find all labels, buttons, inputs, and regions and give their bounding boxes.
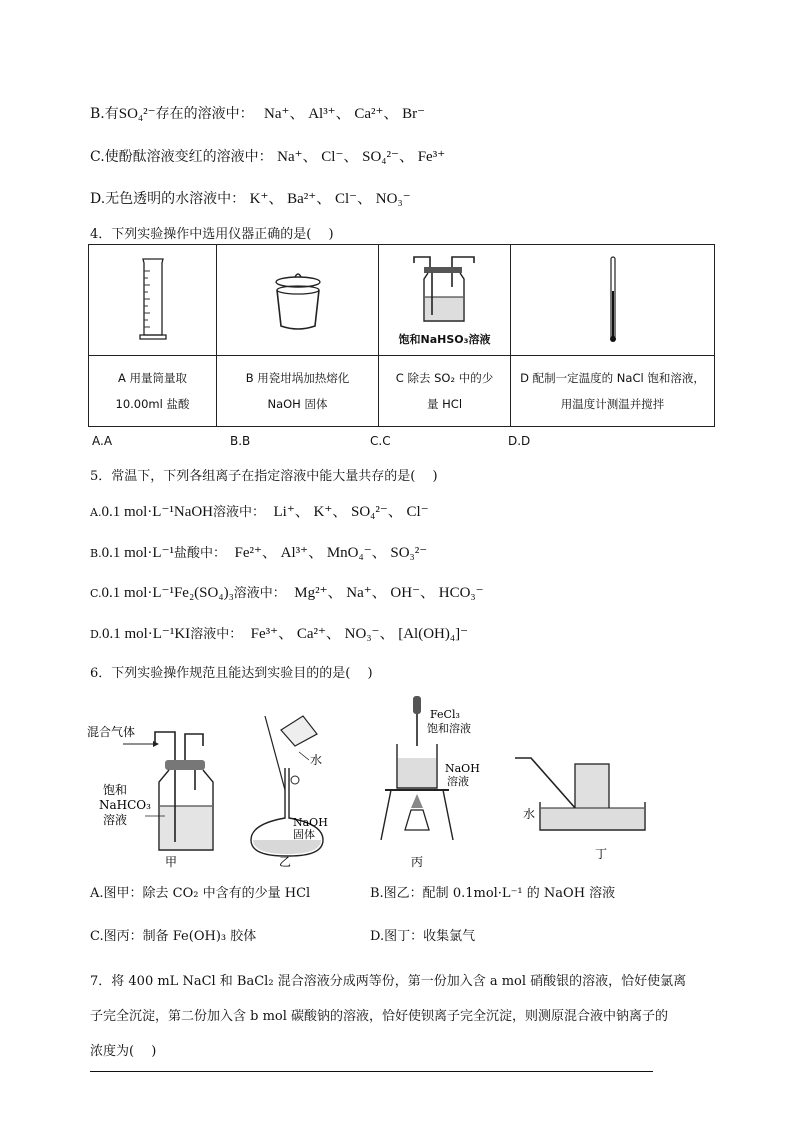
bing-label: 丙 bbox=[411, 855, 424, 869]
q3-c-ions: Na⁺、 Cl⁻、 SO₄²⁻、 Fe³⁺ bbox=[277, 149, 446, 165]
q5-d-suffix: 溶液中： bbox=[190, 627, 243, 642]
q3-b-so4: SO₄²⁻ bbox=[118, 106, 156, 122]
q4-cell-a-text bbox=[89, 356, 217, 427]
q3-b-prefix: B.有 bbox=[90, 106, 119, 122]
q5-option-a bbox=[90, 500, 429, 521]
apparatus-jia bbox=[87, 724, 213, 869]
q4-cell-b-text bbox=[217, 356, 379, 427]
q5-a-label: A. bbox=[90, 506, 102, 519]
q4-c-line1: C 除去 SO₂ 中的少 bbox=[395, 371, 494, 385]
q5-c-label: C. bbox=[90, 587, 102, 600]
bing-sat-label: 饱和溶液 bbox=[427, 722, 471, 735]
q3-b-ions: Na⁺、 Al³⁺、 Ca²⁺、 Br⁻ bbox=[264, 106, 426, 122]
yi-water-label: 水 bbox=[310, 753, 323, 767]
crucible-icon bbox=[268, 258, 328, 338]
q4-option-c: C.C bbox=[370, 434, 391, 448]
jia-label: 甲 bbox=[165, 855, 178, 869]
q5-d-cond: 0.1 mol·L⁻¹KI bbox=[101, 626, 191, 642]
yi-naoh-label-1: NaOH bbox=[293, 816, 328, 829]
graduated-cylinder-icon bbox=[133, 251, 173, 346]
q4-b-line1: B 用瓷坩埚加热熔化 bbox=[245, 371, 350, 385]
q7-line-3: 浓度为( ) bbox=[90, 1044, 157, 1059]
q5-b-suffix: 盐酸中： bbox=[174, 546, 227, 561]
q4-stem: 4．下列实验操作中选用仪器正确的是( ) bbox=[90, 227, 334, 242]
q4-option-a: A.A bbox=[92, 434, 113, 448]
q5-b-label: B. bbox=[90, 547, 102, 560]
q4-cell-c-text bbox=[379, 356, 511, 427]
apparatus-bing bbox=[381, 696, 480, 869]
q4-option-d: D.D bbox=[508, 434, 531, 448]
q5-a-suffix: 溶液中： bbox=[213, 505, 266, 520]
bottom-rule bbox=[90, 1071, 653, 1072]
jia-sol-label-1: 饱和 bbox=[103, 783, 128, 797]
q3-option-c bbox=[90, 145, 445, 166]
q5-b-cond: 0.1 mol·L⁻¹ bbox=[101, 545, 175, 561]
q5-option-d bbox=[90, 622, 468, 643]
q3-d-ions: K⁺、 Ba²⁺、 Cl⁻、 NO₃⁻ bbox=[249, 191, 411, 207]
ding-label: 丁 bbox=[595, 847, 608, 861]
q3-option-d bbox=[90, 187, 411, 208]
q6-apparatus-figure bbox=[85, 690, 665, 870]
q4-cell-d-text bbox=[511, 356, 715, 427]
apparatus-yi bbox=[251, 716, 328, 869]
q3-c-text: C.使酚酞溶液变红的溶液中： bbox=[90, 149, 273, 165]
q4-table bbox=[88, 244, 715, 427]
q5-d-ions: Fe³⁺、 Ca²⁺、 NO₃⁻、 [Al(OH)₄]⁻ bbox=[250, 626, 469, 642]
q4-a-line2: 10.00ml 盐酸 bbox=[115, 397, 190, 411]
q4-cell-d-image bbox=[511, 245, 715, 356]
q6-stem: 6．下列实验操作规范且能达到实验目的的是( ) bbox=[90, 666, 373, 681]
apparatus-ding bbox=[515, 758, 645, 861]
q6-option-b: B.图乙：配制 0.1mol·L⁻¹ 的 NaOH 溶液 bbox=[370, 886, 616, 901]
bing-naoh-label-2: 溶液 bbox=[447, 775, 469, 788]
q4-b-line2: NaOH 固体 bbox=[267, 397, 328, 411]
jia-sol-label-2: NaHCO₃ bbox=[99, 798, 151, 812]
q3-d-text: D.无色透明的水溶液中： bbox=[90, 191, 246, 207]
q5-d-label: D. bbox=[90, 628, 102, 641]
gas-washing-bottle-icon bbox=[410, 253, 480, 331]
q4-c-line2: 量 HCl bbox=[426, 397, 463, 411]
q3-b-mid: 存在的溶液中： bbox=[155, 106, 254, 122]
q5-stem: 5．常温下，下列各组离子在指定溶液中能大量共存的是( ) bbox=[90, 469, 438, 484]
q6-option-d: D.图丁：收集氯气 bbox=[370, 929, 476, 944]
q5-c-cond: 0.1 mol·L⁻¹Fe₂(SO₄)₃ bbox=[101, 585, 234, 601]
thermometer-icon bbox=[603, 251, 623, 346]
q4-d-line2: 用温度计测温并搅拌 bbox=[560, 397, 665, 411]
q4-cell-b-image bbox=[217, 245, 379, 356]
bing-fecl3-label: FeCl₃ bbox=[430, 708, 460, 721]
jia-gas-label: 混合气体 bbox=[87, 725, 136, 739]
q6-option-a: A.图甲：除去 CO₂ 中含有的少量 HCl bbox=[90, 886, 311, 901]
q5-a-cond: 0.1 mol·L⁻¹NaOH bbox=[101, 504, 214, 520]
q4-a-line1: A 用量筒量取 bbox=[117, 371, 188, 385]
q5-a-ions: Li⁺、 K⁺、 SO₄²⁻、 Cl⁻ bbox=[273, 504, 429, 520]
q7-line-2: 子完全沉淀，第二份加入含 b mol 碳酸钠的溶液，恰好使钡离子完全沉淀，则测原混合液中钠离子的 bbox=[90, 1009, 669, 1024]
q4-d-line1: D 配制一定温度的 NaCl 饱和溶液， bbox=[520, 371, 705, 385]
ding-water-label: 水 bbox=[523, 807, 536, 821]
jia-sol-label-3: 溶液 bbox=[103, 813, 128, 827]
yi-naoh-label-2: 固体 bbox=[293, 828, 315, 841]
q5-option-b bbox=[90, 541, 427, 562]
q4-cell-c-image bbox=[379, 245, 511, 356]
yi-label: 乙 bbox=[279, 855, 292, 869]
q4-option-b: B.B bbox=[230, 434, 251, 448]
bing-naoh-label-1: NaOH bbox=[445, 762, 480, 775]
q5-c-suffix: 溶液中： bbox=[233, 586, 286, 601]
q7-line-1: 7．将 400 mL NaCl 和 BaCl₂ 混合溶液分成两等份，第一份加入含 a mol 硝酸银的溶液，恰好使氯离 bbox=[90, 974, 687, 989]
q5-c-ions: Mg²⁺、 Na⁺、 OH⁻、 HCO₃⁻ bbox=[294, 585, 484, 601]
q5-b-ions: Fe²⁺、 Al³⁺、 MnO₄⁻、 SO₃²⁻ bbox=[234, 545, 428, 561]
q4-cell-a-image bbox=[89, 245, 217, 356]
q4-c-solution-label: 饱和NaHSO₃溶液 bbox=[398, 333, 491, 346]
q6-option-c: C.图丙：制备 Fe(OH)₃ 胶体 bbox=[90, 929, 257, 944]
q3-option-b bbox=[90, 102, 425, 123]
q5-option-c bbox=[90, 581, 484, 602]
